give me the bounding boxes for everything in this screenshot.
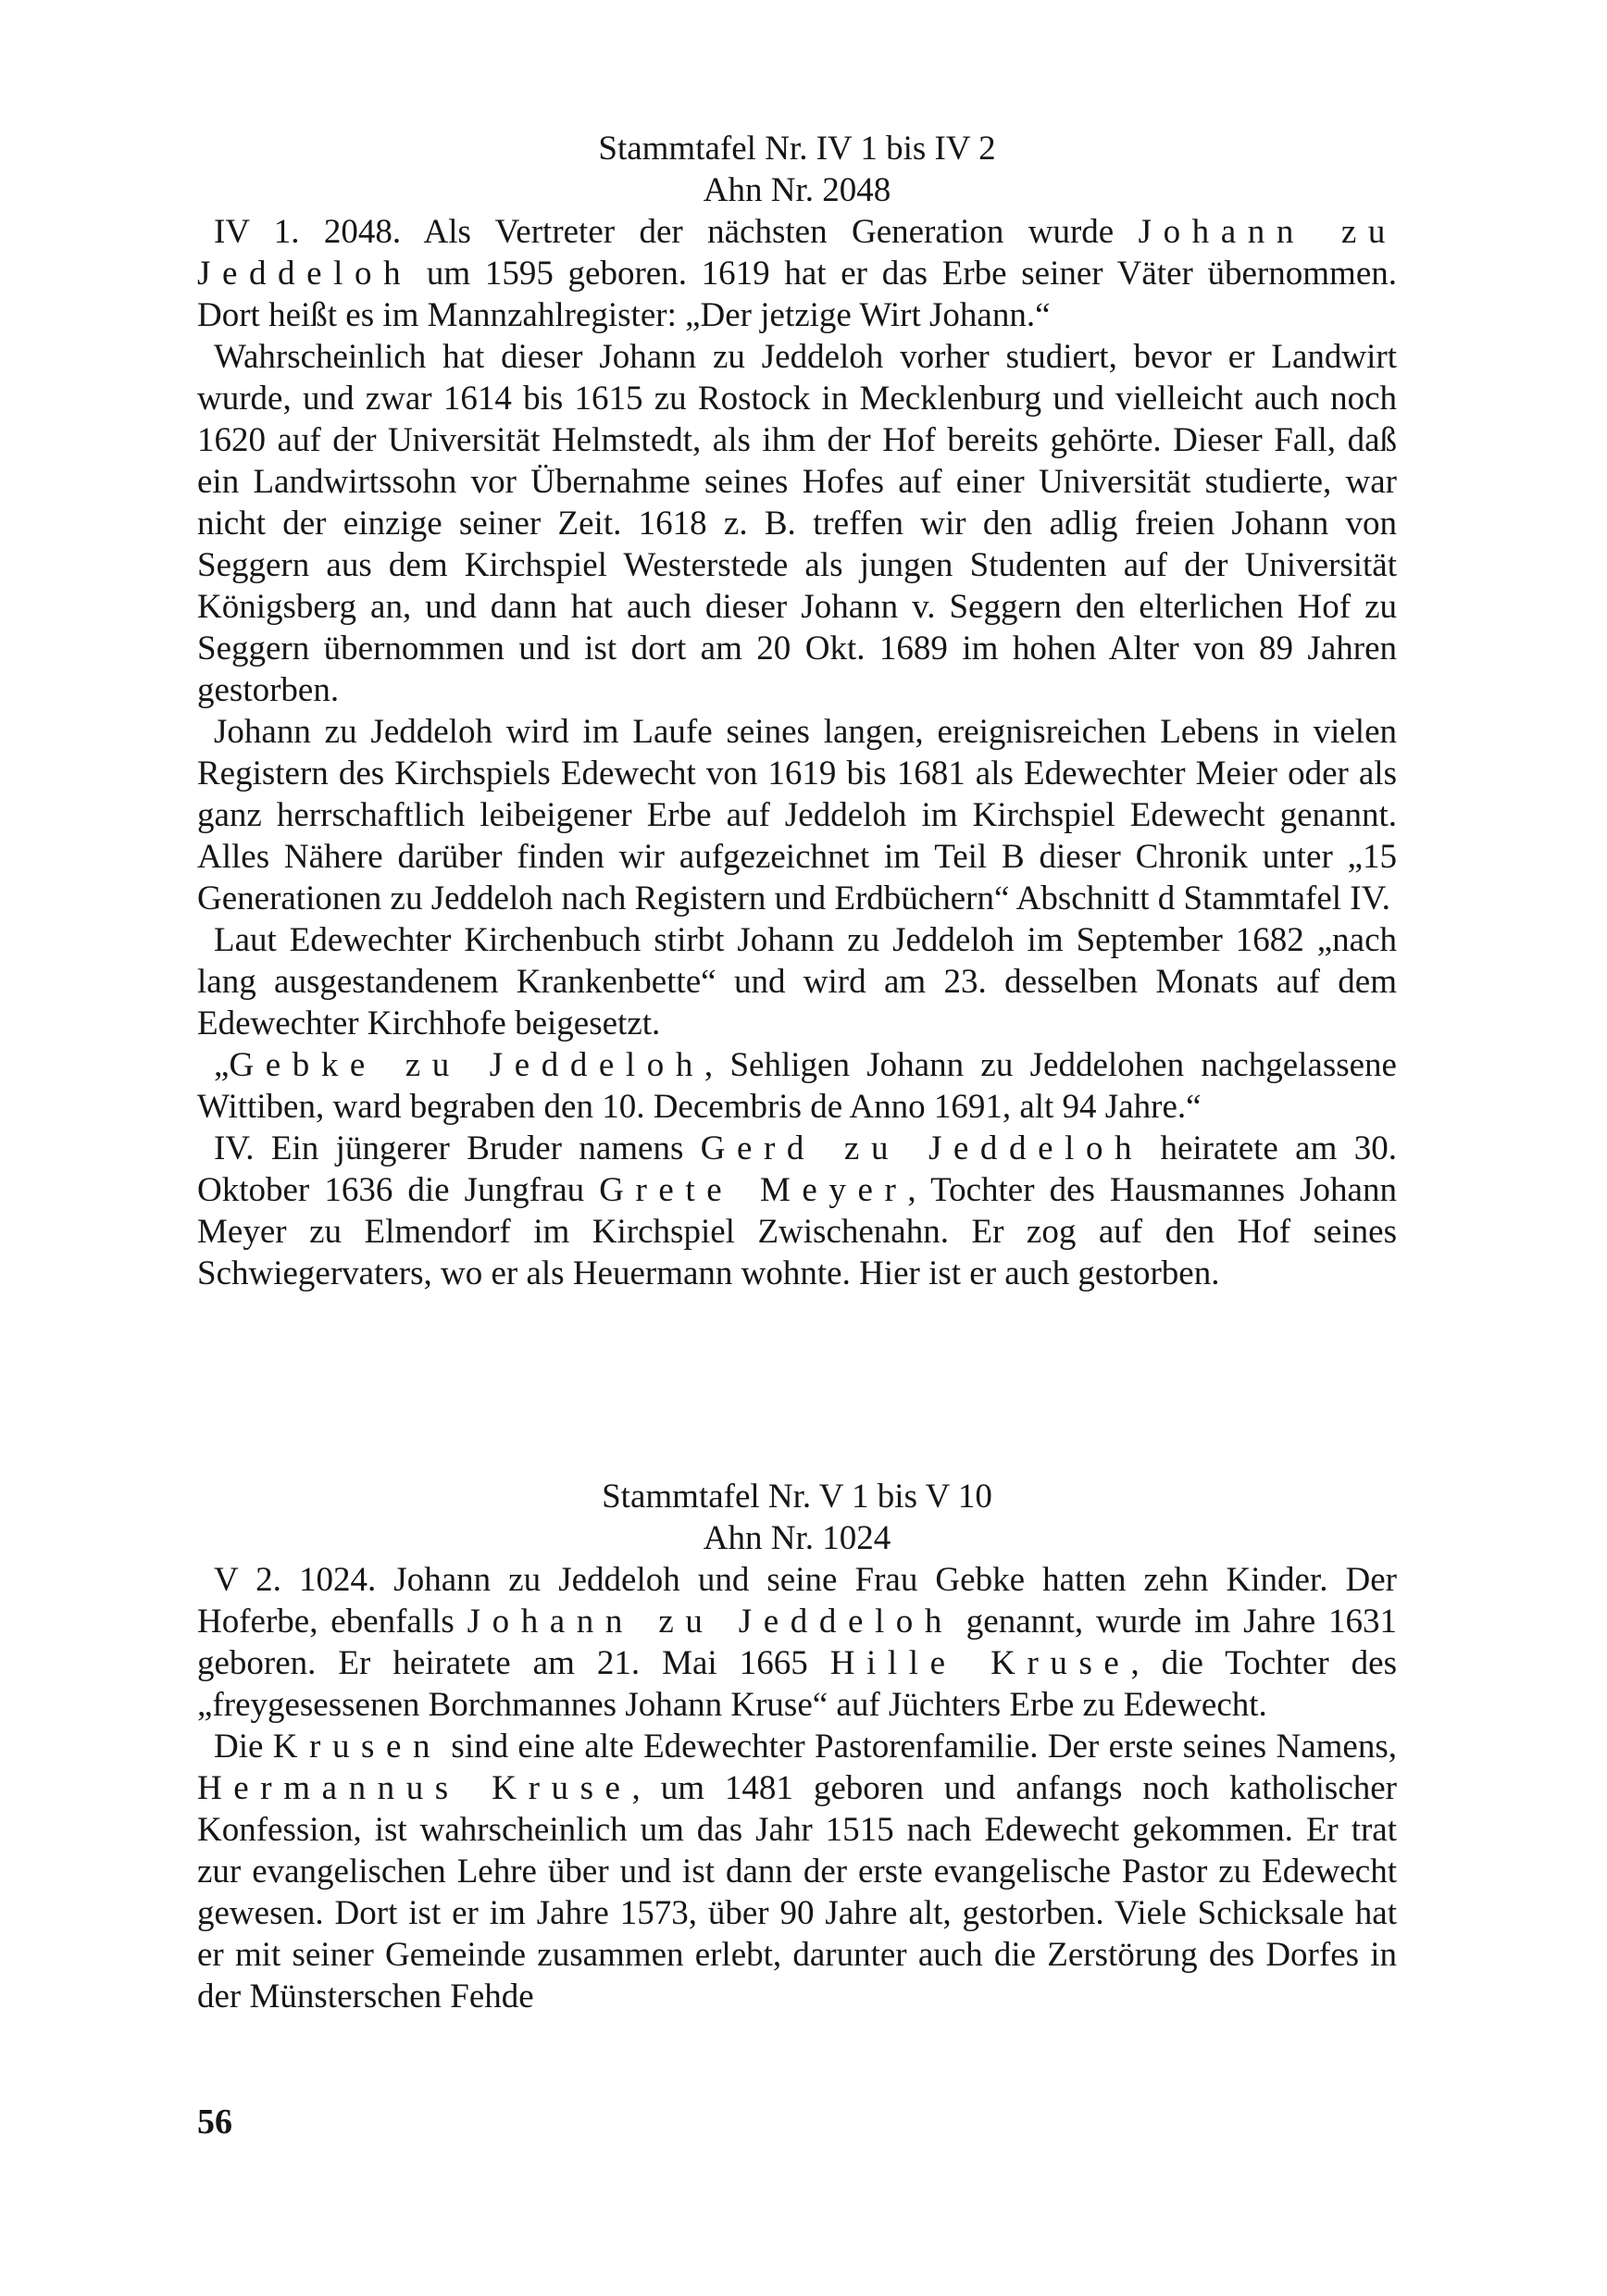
paragraph-text: heiratete am 30. Oktober 1636 die Jungfrau	[197, 1129, 1397, 1209]
paragraph: Wahrscheinlich hat dieser Johann zu Jeddeloh vorher studiert, bevor er Landwirt wurde, und zwar 1614 bis 1615 zu Rostock in Mecklenburg und vielleicht auch noch 1620 auf der Universität Helmstedt, als ihm der Hof bereits gehörte. Dieser Fall, daß ein Landwirtssohn vor Übernahme seines Hofes auf einer Universität studierte, war nicht der einzige seiner Zeit. 1618 z. B. treffen wir den adlig freien Johann von Seggern aus dem Kirchspiel Westerstede als jungen Studenten auf der Universität Königsberg an, und dann hat auch dieser Johann v. Seggern den elterlichen Hof zu Seggern übernommen und ist dort am 20 Okt. 1689 im hohen Alter von 89 Jahren gestorben.	[197, 338, 1397, 709]
section-subheading: Ahn Nr. 1024	[703, 1519, 891, 1557]
paragraph-text: genannt, wurde im Jahre 1631 geboren. Er heiratete am 21. Mai 1665	[197, 1603, 1398, 1682]
paragraph-text: um 1595 geboren. 1619 hat er das Erbe seiner Väter übernommen. Dort heißt es im Mannzahlregister: „Der jetzige Wirt Johann.“	[197, 255, 1397, 334]
paragraph	[197, 1726, 1397, 2017]
section-heading: Stammtafel Nr. IV 1 bis IV 2	[598, 130, 996, 168]
paragraph-text: , Tochter des Hausmannes Johann Meyer zu Elmendorf im Kirchspiel Zwischenahn. Er zog auf den Hof seines Schwiegervaters, wo er als Heuermann wohnte. Hier ist er auch gestorben.	[197, 1171, 1397, 1292]
paragraph	[197, 1128, 1397, 1294]
spaced-name: Hille Kruse	[829, 1644, 1131, 1682]
spaced-name: Gerd zu Jeddeloh	[700, 1129, 1144, 1167]
paragraph-text: sind eine alte Edewechter Pastorenfamilie. Der erste seines Namens,	[442, 1728, 1397, 1766]
paragraph	[197, 1559, 1397, 1726]
spaced-name: Johann zu Jeddeloh	[197, 213, 1397, 293]
paragraph-text: , die Tochter des „freygesessenen Borchmannes Johann Kruse“ auf Jüchters Erbe zu Edewecht.	[197, 1644, 1397, 1724]
section-heading: Stammtafel Nr. V 1 bis V 10	[602, 1478, 992, 1516]
section-stammtafel-iv	[197, 128, 1397, 1294]
paragraph-text: , um 1481 geboren und anfangs noch katholischer Konfession, ist wahrscheinlich um das Jahr 1515 nach Edewecht gekommen. Er trat zur evangelischen Lehre über und ist dann der erste evangelische Pastor zu Edewecht gewesen. Dort ist er im Jahre 1573, über 90 Jahre alt, gestorben. Viele Schicksale hat er mit seiner Gemeinde zusammen erlebt, darunter auch die Zerstörung des Dorfes in der Münsterschen Fehde	[197, 1769, 1397, 2015]
spaced-name: Krusen	[272, 1728, 442, 1766]
section-subheading: Ahn Nr. 2048	[703, 171, 891, 209]
spaced-name: Grete Meyer	[599, 1171, 908, 1209]
paragraph-text: IV. Ein jüngerer Bruder namens	[214, 1129, 701, 1167]
paragraph: Johann zu Jeddeloh wird im Laufe seines langen, ereignisreichen Lebens in vielen Registern des Kirchspiels Edewecht von 1619 bis 1681 als Edewechter Meier oder als ganz herrschaftlich leibeigener Erbe auf Jeddeloh im Kirchspiel Edewecht genannt. Alles Nähere darüber finden wir aufgezeichnet im Teil B dieser Chronik unter „15 Generationen zu Jeddeloh nach Registern und Erdbüchern“ Abschnitt d Stammtafel IV.	[197, 713, 1397, 917]
spaced-name: Gebke zu Jeddeloh	[229, 1046, 704, 1084]
spaced-name: Hermannus Kruse	[197, 1769, 632, 1807]
paragraph-text: „	[214, 1046, 230, 1084]
paragraph	[197, 1044, 1397, 1128]
paragraph-text: IV 1. 2048. Als Vertreter der nächsten Generation wurde	[214, 213, 1139, 251]
page-number: 56	[197, 2103, 232, 2141]
paragraph-text: V 2. 1024. Johann zu Jeddeloh und seine Frau Gebke hatten zehn Kinder. Der Hoferbe, ebenfalls	[197, 1561, 1397, 1641]
spaced-name: Johann zu Jeddeloh	[467, 1603, 953, 1641]
paragraph-text: Die	[214, 1728, 273, 1766]
section-stammtafel-v	[197, 1476, 1397, 2017]
paragraph: Laut Edewechter Kirchenbuch stirbt Johann zu Jeddeloh im September 1682 „nach lang ausgestandenem Krankenbette“ und wird am 23. desselben Monats auf dem Edewechter Kirchhofe beigesetzt.	[197, 921, 1397, 1042]
paragraph	[197, 211, 1397, 336]
paragraph-text: , Sehligen Johann zu Jeddelohen nachgelassene Wittiben, ward begraben den 10. Decembris de Anno 1691, alt 94 Jahre.“	[197, 1046, 1397, 1126]
